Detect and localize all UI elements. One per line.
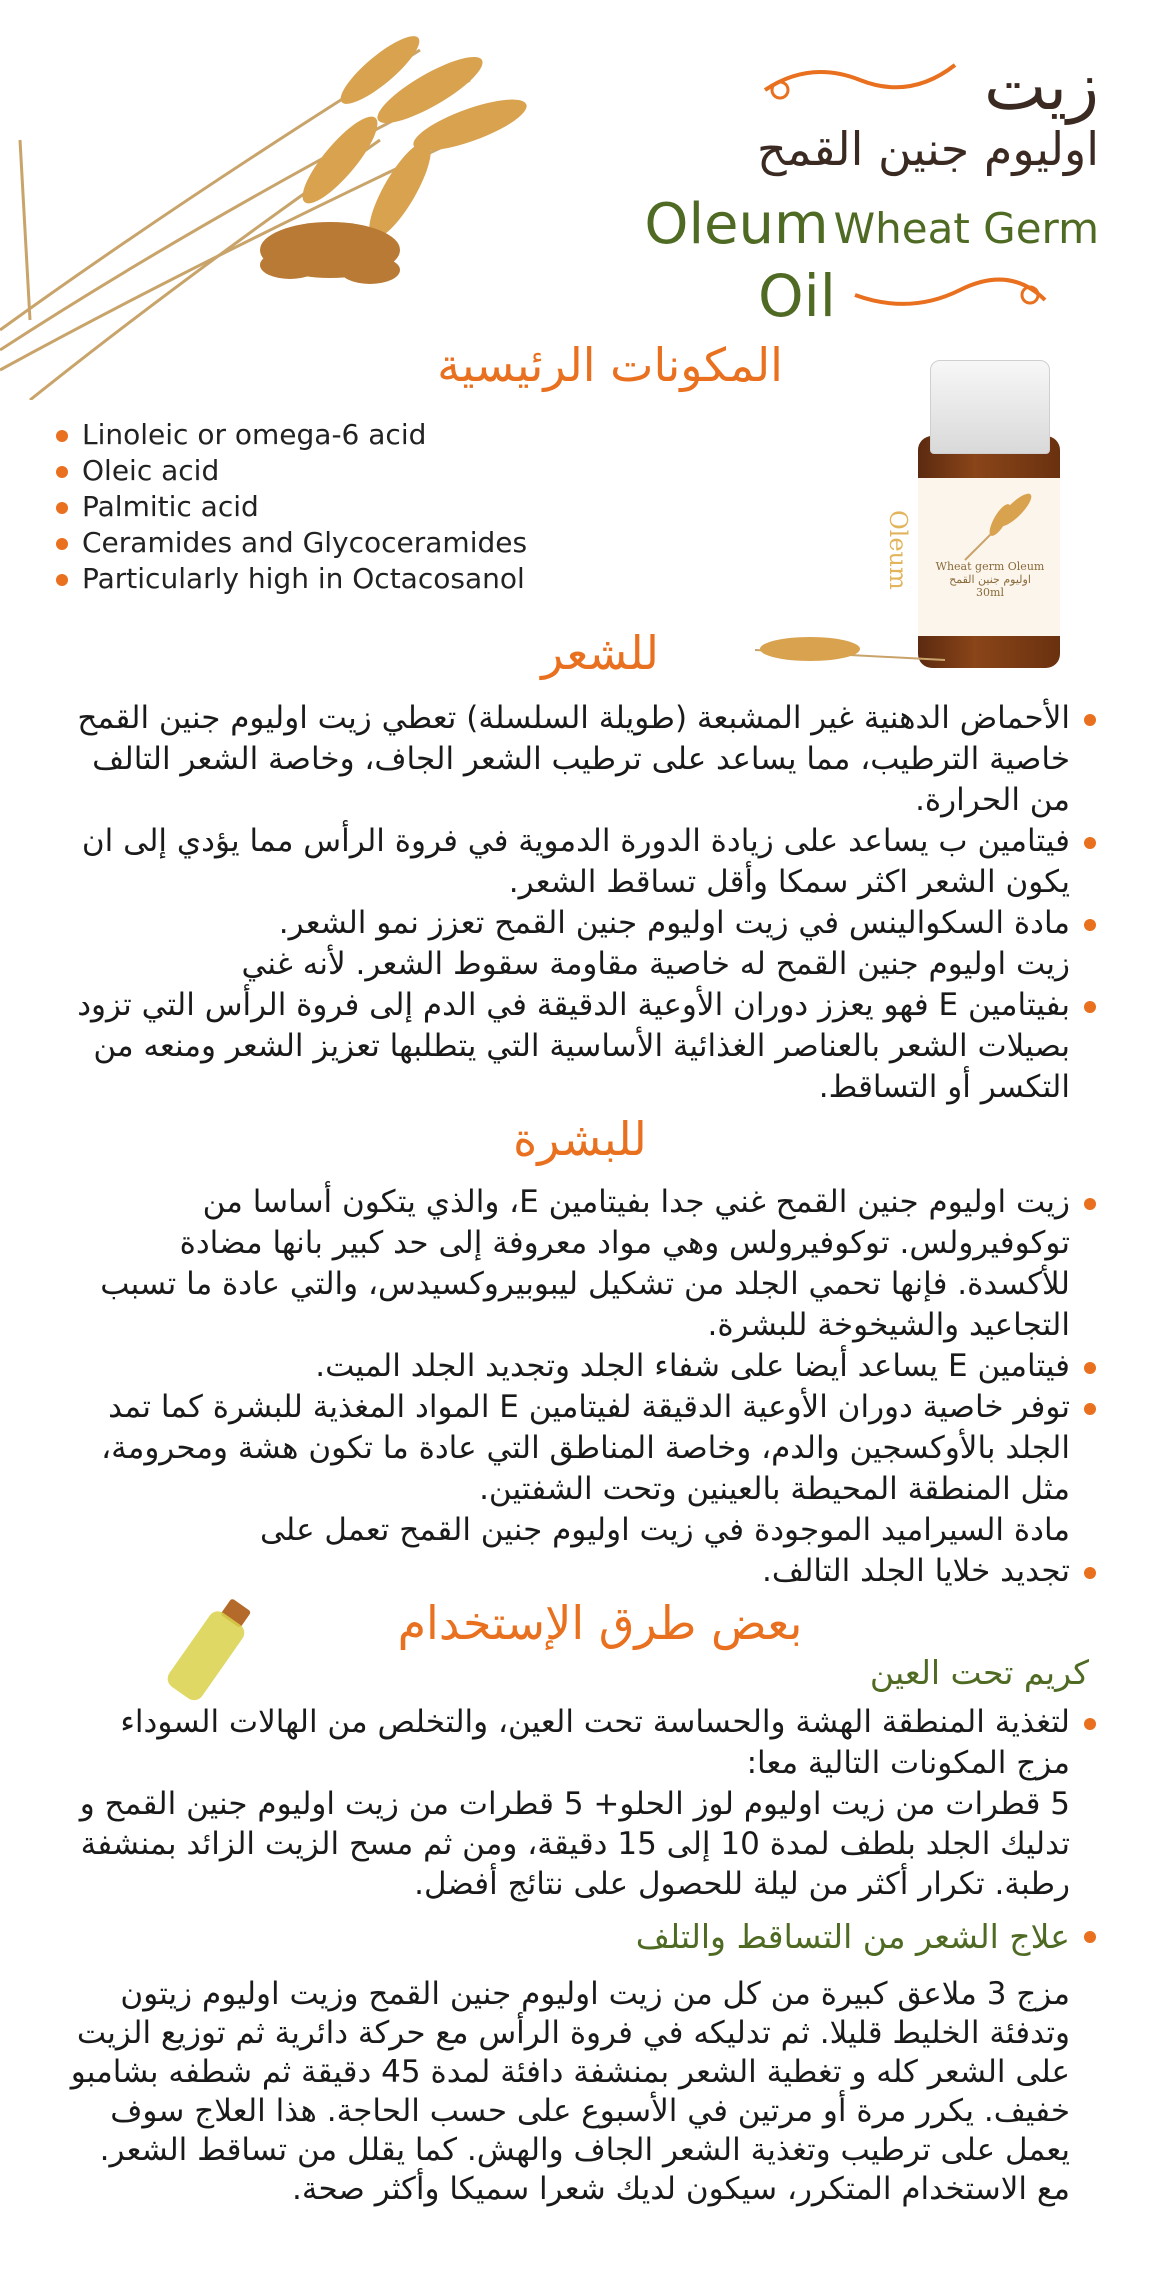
- list-item: Linoleic or omega-6 acid: [52, 417, 527, 453]
- list-item: زيت اوليوم جنين القمح له خاصية مقاومة سقوط الشعر. لأنه غني: [241, 946, 1070, 982]
- list-item: Ceramides and Glycoceramides: [52, 525, 527, 561]
- list-item: بفيتامين E فهو يعزز دوران الأوعية الدقيقة في الدم إلى فروة الرأس التي تزود بصيلات الشعر بالعناصر الغذائية الأساسية التي يتطلبها تعزيز الشعر ومنعه من التكسر أو التساقط.: [60, 985, 1100, 1108]
- subtitle-arabic: اوليوم جنين القمح: [757, 122, 1099, 176]
- title-english-oil: Oil: [758, 262, 836, 330]
- hair-treatment-instructions: مزج 3 ملاعق كبيرة من كل من زيت اوليوم جنين القمح وزيت اوليوم زيتون وتدفئة الخليط قليلا. ثم تدليكه في فروة الرأس مع حركة دائرية ثم توزيع الزيت على الشعر كله و تغطية الشعر بمنشفة دافئة لمدة 45 دقيقة ثم شطفه بشامبو خفيف. يكرر مرة أو مرتين في الأسبوع على حسب الحاجة. هذا العلاج سوف يعمل على ترطيب وتغذية الشعر الجاف والهش. كما يقلل من تساقط الشعر. مع الاستخدام المتكرر، سيكون لديك شعرا سميكا وأكثر صحة.: [70, 1976, 1070, 2207]
- eye-cream-title: كريم تحت العين: [869, 1653, 1089, 1692]
- list-item: الأحماض الدهنية غير المشبعة (طويلة السلسلة) تعطي زيت اوليوم جنين القمح خاصية الترطيب، مما يساعد على ترطيب الشعر الجاف، وخاصة الشعر التالف من الحرارة.: [60, 698, 1100, 821]
- skin-list: [60, 1182, 1100, 1592]
- hair-heading: للشعر: [541, 626, 659, 680]
- flourish-top: [760, 50, 960, 110]
- list-item: Palmitic acid: [52, 489, 527, 525]
- title-arabic: زيت: [983, 48, 1099, 125]
- hair-treatment-block: [60, 1915, 1100, 1959]
- ingredients-heading: المكونات الرئيسية: [437, 338, 783, 392]
- bottle-cap: [930, 360, 1050, 454]
- list-item: زيت اوليوم جنين القمح غني جدا بفيتامين E، والذي يتكون أساسا من توكوفيرولس. توكوفيرولس وهي مواد معروفة إلى حد كبير بانها مضادة للأكسدة. فإنها تحمي الجلد من تشكيل ليبوبيروكسيدس، والتي عادة ما تسبب التجاعيد والشيخوخة للبشرة.: [60, 1182, 1100, 1346]
- oil-vial-icon: [160, 1590, 260, 1710]
- hair-treatment-list: [60, 1915, 1100, 1959]
- eye-cream-instructions: 5 قطرات من زيت اوليوم لوز الحلو+ 5 قطرات من زيت اوليوم جنين القمح و تدليك الجلد بلطف لمدة 10 إلى 15 دقيقة، ومن ثم مسح الزيت الزائد بمنشفة رطبة. تكرار أكثر من ليلة للحصول على نتائج أفضل.: [79, 1786, 1070, 1902]
- list-item: لتغذية المنطقة الهشة والحساسة تحت العين، والتخلص من الهالات السوداء مزج المكونات التالية معا:: [60, 1702, 1100, 1784]
- title-english: [644, 192, 1099, 257]
- skin-heading: للبشرة: [513, 1112, 647, 1166]
- bottle-volume: 30ml: [976, 586, 1004, 599]
- flourish-bottom: [850, 265, 1050, 325]
- list-item: مادة السيراميد الموجودة في زيت اوليوم جنين القمح تعمل على: [259, 1512, 1070, 1548]
- ingredients-list: [52, 417, 527, 597]
- list-item: Particularly high in Octacosanol: [52, 561, 527, 597]
- hair-list: [60, 698, 1100, 1108]
- wheat-icon: [955, 485, 1045, 565]
- title-english-wheat-germ: Wheat Germ: [833, 204, 1099, 253]
- list-item: توفر خاصية دوران الأوعية الدقيقة لفيتامين E المواد المغذية للبشرة كما تمد الجلد بالأوكسجين والدم، وخاصة المناطق التي عادة ما تكون هشة ومحرومة، مثل المنطقة المحيطة بالعينين وتحت الشفتين.: [60, 1387, 1100, 1510]
- bottle-brand: Oleum: [884, 510, 912, 590]
- bottle-label-en: Wheat germ Oleum: [935, 560, 1045, 573]
- eye-cream-block: [60, 1702, 1100, 1904]
- eye-cream-list: [60, 1702, 1100, 1784]
- hair-treatment-title: علاج الشعر من التساقط والتلف: [60, 1915, 1100, 1959]
- list-item: فيتامين E يساعد أيضا على شفاء الجلد وتجديد الجلد الميت.: [60, 1346, 1100, 1387]
- list-item: فيتامين ب يساعد على زيادة الدورة الدموية في فروة الرأس مما يؤدي إلى ان يكون الشعر اكثر سمكا وأقل تساقط الشعر.: [60, 821, 1100, 903]
- list-item: مادة السكوالينس في زيت اوليوم جنين القمح تعزز نمو الشعر.: [60, 903, 1100, 944]
- usage-heading: بعض طرق الإستخدام: [397, 1596, 803, 1650]
- bottle-label-text: [930, 560, 1050, 599]
- list-item: تجديد خلايا الجلد التالف.: [60, 1551, 1100, 1592]
- wheat-ear-icon: [750, 625, 950, 675]
- list-item: Oleic acid: [52, 453, 527, 489]
- title-english-oleum: Oleum: [644, 192, 829, 257]
- bottle-label-ar: اوليوم جنين القمح: [949, 573, 1031, 586]
